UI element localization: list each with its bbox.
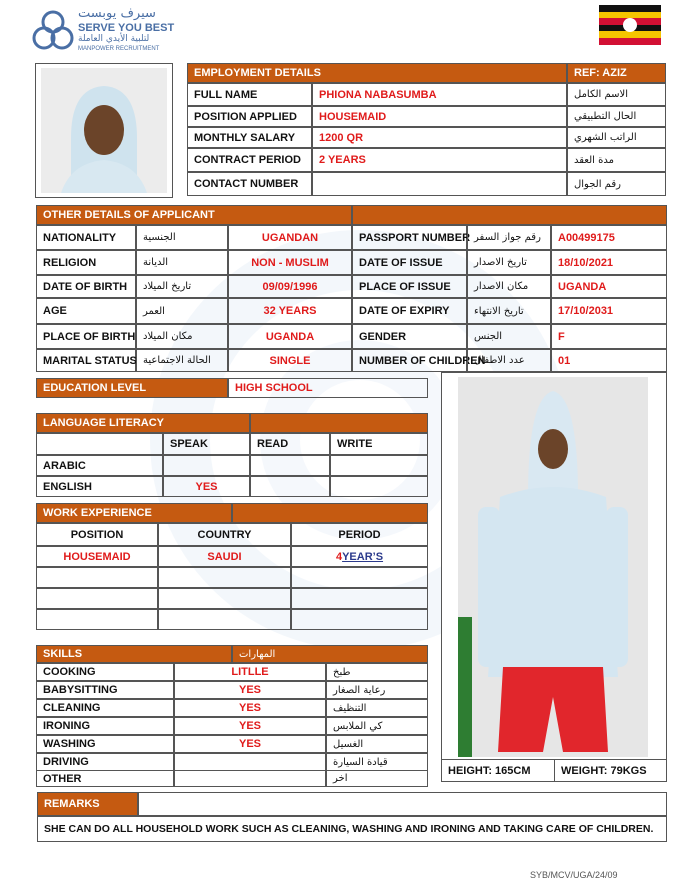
- work-country: SAUDI: [158, 546, 291, 567]
- skill-value: YES: [174, 717, 326, 735]
- detail-arabic-label: الديانة: [136, 250, 228, 275]
- language-column-header: READ: [250, 433, 330, 455]
- remarks-header-blank: [138, 792, 667, 816]
- employment-header: EMPLOYMENT DETAILS: [187, 63, 567, 83]
- skill-arabic-name: اخر: [326, 770, 428, 787]
- detail-value: 17/10/2031: [551, 298, 667, 324]
- language-value: [250, 455, 330, 476]
- detail-value: A00499175: [551, 225, 667, 250]
- detail-label: PLACE OF ISSUE: [352, 275, 467, 298]
- detail-value: F: [551, 324, 667, 349]
- work-column-header: POSITION: [36, 523, 158, 546]
- detail-value: 18/10/2021: [551, 250, 667, 275]
- employment-arabic-label: الاسم الكامل: [567, 83, 666, 106]
- employment-arabic-label: مدة العقد: [567, 148, 666, 172]
- skill-value: YES: [174, 735, 326, 753]
- work-position: HOUSEMAID: [36, 546, 158, 567]
- detail-label: PLACE OF BIRTH: [36, 324, 136, 349]
- skill-value: LITLLE: [174, 663, 326, 681]
- detail-arabic-label: تاريخ الميلاد: [136, 275, 228, 298]
- logo-sub-arabic: لتلبية الأيدي العاملة: [78, 34, 150, 44]
- skills-header: SKILLS: [36, 645, 232, 663]
- language-name: ENGLISH: [36, 476, 163, 497]
- detail-label: NATIONALITY: [36, 225, 136, 250]
- work-column-header: COUNTRY: [158, 523, 291, 546]
- company-logo: [30, 6, 180, 56]
- logo-sub-english: MANPOWER RECRUITMENT: [78, 46, 160, 52]
- detail-label: AGE: [36, 298, 136, 324]
- work-empty-cell: [291, 567, 428, 588]
- language-value: [250, 476, 330, 497]
- skill-name: COOKING: [36, 663, 174, 681]
- detail-arabic-label: الحالة الاجتماعية: [136, 349, 228, 372]
- work-empty-cell: [291, 609, 428, 630]
- detail-value: 09/09/1996: [228, 275, 352, 298]
- skill-arabic-name: قيادة السيارة: [326, 753, 428, 771]
- work-period-unit: YEAR’S: [342, 550, 384, 563]
- detail-value: UGANDA: [551, 275, 667, 298]
- skill-arabic-name: طبخ: [326, 663, 428, 681]
- detail-arabic-label: الجنس: [467, 324, 551, 349]
- detail-arabic-label: الجنسية: [136, 225, 228, 250]
- employment-value: 1200 QR: [312, 127, 567, 148]
- employment-label: POSITION APPLIED: [187, 106, 312, 127]
- reference: REF: AZIZ: [567, 63, 666, 83]
- detail-arabic-label: مكان الاصدار: [467, 275, 551, 298]
- detail-arabic-label: العمر: [136, 298, 228, 324]
- detail-value: 32 YEARS: [228, 298, 352, 324]
- skill-value: [174, 770, 326, 787]
- detail-arabic-label: تاريخ الاصدار: [467, 250, 551, 275]
- detail-label: DATE OF EXPIRY: [352, 298, 467, 324]
- work-empty-cell: [36, 609, 158, 630]
- language-blank-header: [36, 433, 163, 455]
- skill-value: YES: [174, 699, 326, 717]
- logo-emblem-icon: [30, 8, 76, 54]
- detail-label: RELIGION: [36, 250, 136, 275]
- portrait-photo: [41, 68, 167, 193]
- language-column-header: WRITE: [330, 433, 428, 455]
- language-value: [330, 455, 428, 476]
- detail-value: SINGLE: [228, 349, 352, 372]
- skill-arabic-name: الغسيل: [326, 735, 428, 753]
- fullbody-photo: [458, 377, 648, 757]
- employment-value: PHIONA NABASUMBA: [312, 83, 567, 106]
- work-period: [291, 546, 428, 567]
- skill-name: DRIVING: [36, 753, 174, 771]
- employment-label: CONTRACT PERIOD: [187, 148, 312, 172]
- employment-value: [312, 172, 567, 196]
- logo-english: SERVE YOU BEST: [78, 22, 175, 34]
- fullbody-frame: [441, 372, 667, 782]
- skill-value: YES: [174, 681, 326, 699]
- skill-name: BABYSITTING: [36, 681, 174, 699]
- language-column-header: SPEAK: [163, 433, 250, 455]
- language-value: YES: [163, 476, 250, 497]
- other-details-header-right: [352, 205, 667, 225]
- remarks-text: SHE CAN DO ALL HOUSEHOLD WORK SUCH AS CLEANING, WASHING AND IRONING AND TAKING CARE OF CHILDREN.: [37, 816, 667, 842]
- employment-label: CONTACT NUMBER: [187, 172, 312, 196]
- employment-label: FULL NAME: [187, 83, 312, 106]
- detail-arabic-label: رقم جواز السفر: [467, 225, 551, 250]
- skill-name: WASHING: [36, 735, 174, 753]
- work-header: WORK EXPERIENCE: [36, 503, 232, 523]
- language-name: ARABIC: [36, 455, 163, 476]
- work-empty-cell: [291, 588, 428, 609]
- work-column-header: PERIOD: [291, 523, 428, 546]
- language-value: [163, 455, 250, 476]
- detail-value: 01: [551, 349, 667, 372]
- detail-label: DATE OF ISSUE: [352, 250, 467, 275]
- work-empty-cell: [158, 588, 291, 609]
- weight-value: WEIGHT: 79KGS: [555, 759, 667, 782]
- footer-code: SYB/MCV/UGA/24/09: [530, 870, 618, 880]
- skill-name: OTHER: [36, 770, 174, 787]
- detail-value: UGANDA: [228, 324, 352, 349]
- skills-header-arabic: المهارات: [232, 645, 428, 663]
- skill-name: IRONING: [36, 717, 174, 735]
- skill-name: CLEANING: [36, 699, 174, 717]
- employment-value: HOUSEMAID: [312, 106, 567, 127]
- employment-arabic-label: الحال التطبيقي: [567, 106, 666, 127]
- detail-label: NUMBER OF CHILDREN: [352, 349, 467, 372]
- education-value: HIGH SCHOOL: [228, 378, 428, 398]
- portrait-frame: [35, 63, 173, 198]
- language-header-right: [250, 413, 428, 433]
- detail-arabic-label: عدد الاطفال: [467, 349, 551, 372]
- detail-arabic-label: مكان الميلاد: [136, 324, 228, 349]
- skill-arabic-name: رعاية الصغار: [326, 681, 428, 699]
- height-value: HEIGHT: 165CM: [442, 759, 555, 782]
- language-value: [330, 476, 428, 497]
- logo-arabic: سيرف يوبست: [78, 6, 156, 21]
- detail-value: UGANDAN: [228, 225, 352, 250]
- work-header-right: [232, 503, 428, 523]
- employment-arabic-label: رقم الجوال: [567, 172, 666, 196]
- detail-label: GENDER: [352, 324, 467, 349]
- work-empty-cell: [158, 609, 291, 630]
- uganda-flag-icon: [599, 5, 661, 45]
- skill-arabic-name: التنظيف: [326, 699, 428, 717]
- employment-value: 2 YEARS: [312, 148, 567, 172]
- work-period-number: 4: [335, 550, 343, 563]
- work-empty-cell: [36, 588, 158, 609]
- work-empty-cell: [158, 567, 291, 588]
- skill-arabic-name: كي الملابس: [326, 717, 428, 735]
- detail-label: MARITAL STATUS: [36, 349, 136, 372]
- remarks-header: REMARKS: [37, 792, 138, 816]
- language-header: LANGUAGE LITERACY: [36, 413, 250, 433]
- skill-value: [174, 753, 326, 771]
- detail-label: PASSPORT NUMBER: [352, 225, 467, 250]
- detail-arabic-label: تاريخ الانتهاء: [467, 298, 551, 324]
- work-empty-cell: [36, 567, 158, 588]
- employment-label: MONTHLY SALARY: [187, 127, 312, 148]
- detail-value: NON - MUSLIM: [228, 250, 352, 275]
- education-label: EDUCATION LEVEL: [36, 378, 228, 398]
- employment-arabic-label: الراتب الشهري: [567, 127, 666, 148]
- detail-label: DATE OF BIRTH: [36, 275, 136, 298]
- other-details-header: OTHER DETAILS OF APPLICANT: [36, 205, 352, 225]
